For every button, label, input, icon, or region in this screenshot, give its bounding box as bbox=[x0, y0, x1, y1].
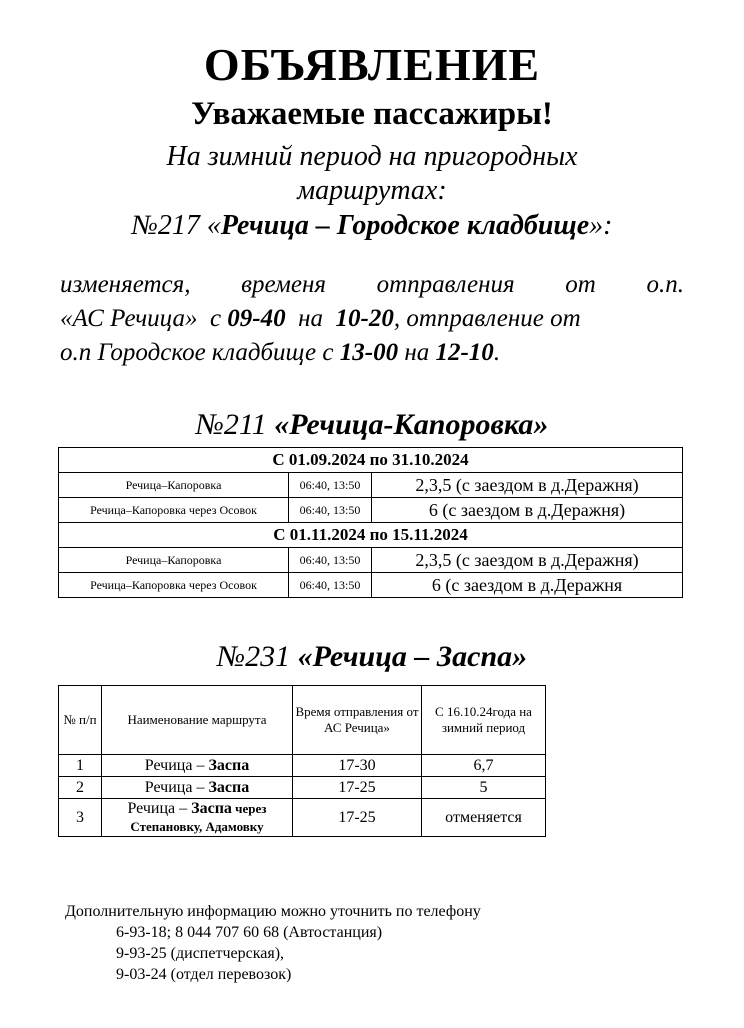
route-231-table bbox=[58, 685, 546, 837]
page-subtitle: Уважаемые пассажиры! bbox=[191, 96, 553, 132]
name-cell bbox=[102, 755, 293, 777]
winter-cell: 6,7 bbox=[422, 755, 546, 777]
name-part: Речица – bbox=[127, 799, 192, 817]
contact-info bbox=[65, 901, 481, 985]
period-header: С 01.09.2024 по 31.10.2024 bbox=[59, 448, 683, 473]
old-time: 09-40 bbox=[227, 305, 286, 332]
phone-line: 9-03-24 (отдел перевозок) bbox=[116, 966, 292, 983]
table-row bbox=[59, 473, 683, 498]
name-cell bbox=[102, 799, 293, 837]
table-row bbox=[59, 799, 546, 837]
word: временя bbox=[241, 271, 327, 298]
text: на bbox=[285, 305, 336, 332]
new-time: 12-10 bbox=[435, 339, 494, 366]
route-231-number: №231 bbox=[216, 640, 298, 673]
route-217-change-text bbox=[60, 268, 684, 370]
time-cell: 06:40, 13:50 bbox=[289, 473, 372, 498]
change-line-1 bbox=[60, 268, 684, 302]
text: о.п Городское кладбище с bbox=[60, 339, 340, 366]
num-cell: 1 bbox=[59, 755, 102, 777]
time-cell: 17-30 bbox=[293, 755, 422, 777]
text: на bbox=[398, 339, 436, 366]
change-line-2 bbox=[60, 302, 684, 336]
phone-line: 9-93-25 (диспетчерская), bbox=[116, 945, 285, 962]
name-bold: Заспа bbox=[191, 799, 232, 817]
name-part: Речица – bbox=[144, 756, 209, 774]
num-cell: 3 bbox=[59, 799, 102, 837]
contact-lead: Дополнительную информацию можно уточнить по телефону bbox=[65, 903, 481, 920]
days-cell: 6 (с заездом в д.Деражня bbox=[372, 573, 683, 598]
table-row bbox=[59, 573, 683, 598]
word: изменяется, bbox=[60, 271, 191, 298]
route-217-number: №217 « bbox=[131, 210, 221, 241]
intro-text bbox=[0, 140, 744, 208]
route-cell: Речица–Капоровка bbox=[59, 473, 289, 498]
col-header-name: Наименование маршрута bbox=[102, 686, 293, 755]
route-211-heading bbox=[0, 408, 744, 442]
time-cell: 06:40, 13:50 bbox=[289, 548, 372, 573]
col-header-winter: С 16.10.24года на зимний период bbox=[422, 686, 546, 755]
route-231-name: «Речица – Заспа» bbox=[297, 640, 528, 673]
text: . bbox=[493, 339, 501, 366]
name-bold: Заспа bbox=[208, 778, 250, 796]
table-header-row bbox=[59, 686, 546, 755]
col-header-num: № п/п bbox=[59, 686, 102, 755]
route-217-heading bbox=[0, 210, 744, 242]
route-cell: Речица–Капоровка через Осовок bbox=[59, 573, 289, 598]
text: «АС Речица» с bbox=[60, 305, 228, 332]
route-211-table bbox=[58, 447, 683, 598]
name-bold: Заспа bbox=[208, 756, 250, 774]
time-cell: 17-25 bbox=[293, 799, 422, 837]
intro-line: маршрутах: bbox=[297, 175, 447, 206]
change-line-3 bbox=[60, 336, 684, 370]
table-row bbox=[59, 498, 683, 523]
table-row bbox=[59, 548, 683, 573]
winter-cell: 5 bbox=[422, 777, 546, 799]
word: от bbox=[565, 271, 596, 298]
name-cell bbox=[102, 777, 293, 799]
table-row bbox=[59, 777, 546, 799]
days-cell: 6 (с заездом в д.Деражня) bbox=[372, 498, 683, 523]
time-cell: 06:40, 13:50 bbox=[289, 498, 372, 523]
table-row bbox=[59, 755, 546, 777]
word: отправления bbox=[376, 271, 515, 298]
phone-line: 6-93-18; 8 044 707 60 68 (Автостанция) bbox=[116, 924, 383, 941]
intro-line: На зимний период на пригородных bbox=[166, 141, 578, 172]
name-detail: через Степановку, Адамовку bbox=[130, 800, 267, 834]
old-time: 13-00 bbox=[339, 339, 399, 366]
route-217-suffix: »: bbox=[589, 210, 613, 241]
time-cell: 06:40, 13:50 bbox=[289, 573, 372, 598]
name-part: Речица – bbox=[144, 778, 209, 796]
days-cell: 2,3,5 (с заездом в д.Деражня) bbox=[372, 473, 683, 498]
route-cell: Речица–Капоровка через Осовок bbox=[59, 498, 289, 523]
days-cell: 2,3,5 (с заездом в д.Деражня) bbox=[372, 548, 683, 573]
page-title: ОБЪЯВЛЕНИЕ bbox=[203, 39, 541, 90]
route-cell: Речица–Капоровка bbox=[59, 548, 289, 573]
num-cell: 2 bbox=[59, 777, 102, 799]
route-211-name: «Речица-Капоровка» bbox=[274, 408, 549, 441]
new-time: 10-20 bbox=[335, 305, 394, 332]
winter-cell: отменяется bbox=[422, 799, 546, 837]
route-231-heading bbox=[0, 640, 744, 674]
time-cell: 17-25 bbox=[293, 777, 422, 799]
text: , отправление от bbox=[393, 305, 581, 332]
route-217-name: Речица – Городское кладбище bbox=[220, 210, 590, 241]
period-header: С 01.11.2024 по 15.11.2024 bbox=[59, 523, 683, 548]
word: о.п. bbox=[646, 271, 684, 298]
col-header-time: Время отправления от АС Речица» bbox=[293, 686, 422, 755]
route-211-number: №211 bbox=[195, 408, 275, 441]
